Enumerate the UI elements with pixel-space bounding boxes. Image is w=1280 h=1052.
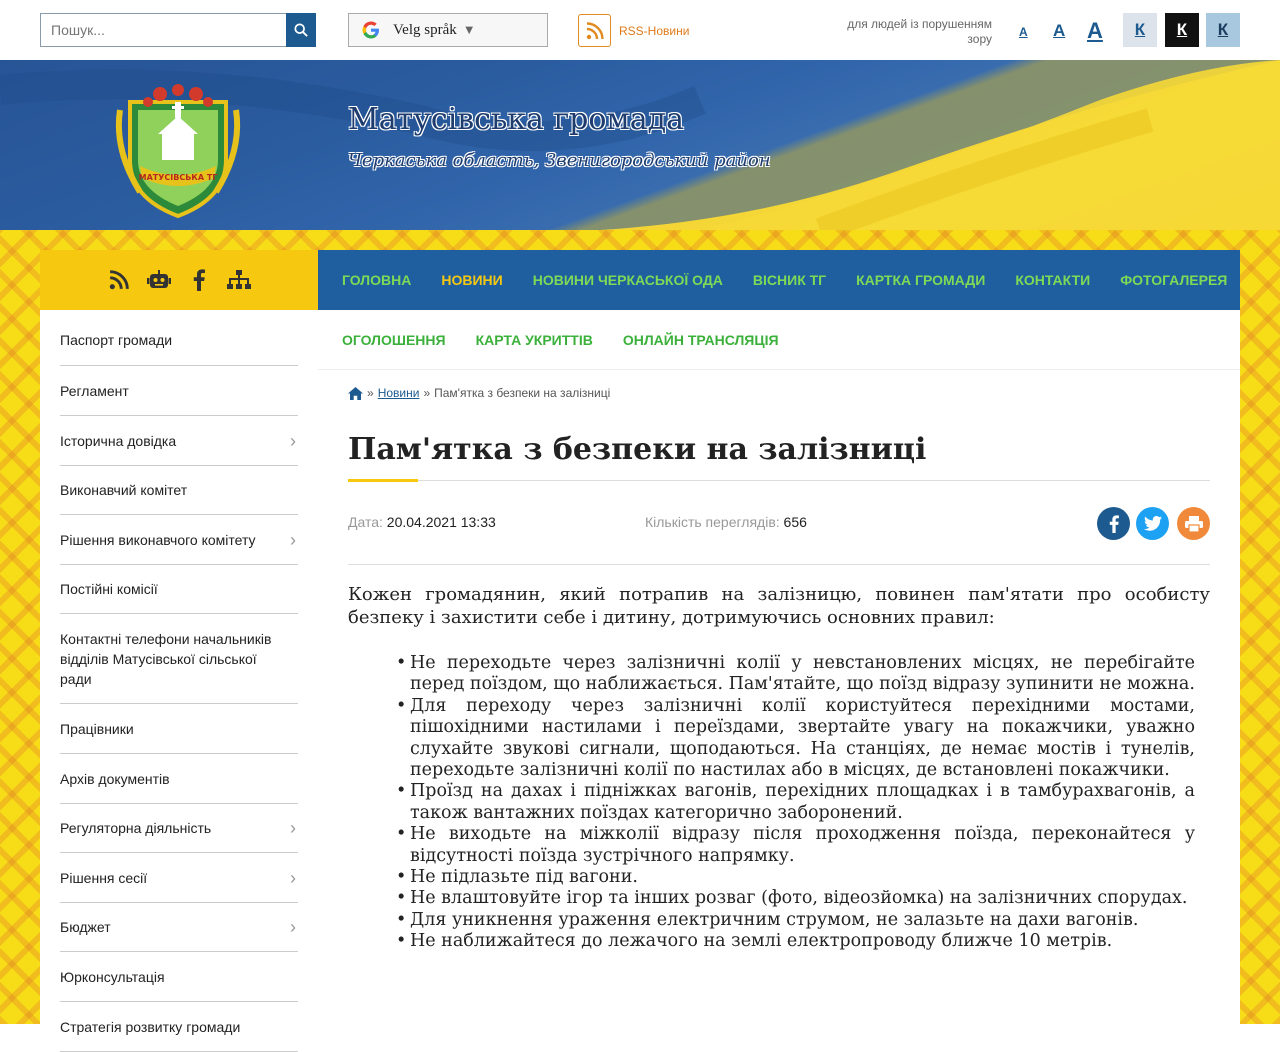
sidebar-item-label: Рішення сесії <box>60 869 148 886</box>
safety-rule-item: • Проїзд на дахах і підніжках вагонів, перехідних площадках і в тамбурахвагонів, а також вантажних поїздах категорично заборонений. <box>410 781 1195 824</box>
sidebar-item[interactable] <box>60 704 298 754</box>
top-bar <box>0 0 1280 60</box>
nav-item[interactable]: КАРТКА ГРОМАДИ <box>856 272 986 288</box>
twitter-icon <box>1144 516 1162 531</box>
contrast-normal-button[interactable]: К <box>1123 13 1157 47</box>
print-button[interactable] <box>1177 507 1210 540</box>
home-icon[interactable] <box>348 387 363 400</box>
share-facebook-button[interactable] <box>1097 507 1130 540</box>
nav-item[interactable]: КОНТАКТИ <box>1015 272 1091 288</box>
chevron-right-icon: › <box>290 818 296 838</box>
sidebar-item-label: Виконавчий комітет <box>60 482 188 498</box>
sidebar-item-label: Регуляторна діяльність <box>60 820 212 836</box>
safety-rule-item: • Для уникнення ураження електричним струмом, не залазьте на дахи вагонів. <box>410 910 1195 931</box>
dropdown-arrow-icon: ▼ <box>462 22 476 37</box>
views-label: Кількість переглядів: <box>645 514 780 530</box>
print-icon <box>1185 516 1203 532</box>
chevron-right-icon: › <box>290 430 296 451</box>
sidebar-item[interactable] <box>60 754 298 804</box>
sidebar-menu <box>40 310 318 1052</box>
safety-rule-item: • Не підлазьте під вагони. <box>410 867 1195 888</box>
sidebar-item[interactable] <box>60 310 298 366</box>
article-date <box>348 514 496 530</box>
rss-label: RSS-Новини <box>619 23 690 38</box>
main-content <box>318 250 1240 1024</box>
sidebar-item[interactable] <box>60 804 298 853</box>
safety-rule-item: • Для переходу через залізничні колії користуйтеся перехідними мостами, пішохідними настилами і переїздами, звертайте увагу на покажчики, уважно слухайте звукові сигнали, щоподаються. На станціях, де немає мостів і тунелів, переходьте залізничні колії по настилах або в місцях, де встановлені покажчики. <box>410 696 1195 782</box>
contrast-blue-button[interactable]: К <box>1206 13 1240 47</box>
sidebar-item-label: Паспорт громади <box>60 331 173 348</box>
facebook-icon <box>1109 515 1119 533</box>
safety-rule-item: • Не наближайтеся до лежачого на землі електропроводу ближче 10 метрів. <box>410 931 1195 952</box>
nav-item[interactable]: ФОТОГАЛЕРЕЯ <box>1120 272 1228 288</box>
sidebar-item-label: Стратегія розвитку громади <box>60 1018 241 1035</box>
search-input[interactable] <box>40 13 286 47</box>
language-label: Velg språk <box>393 21 457 38</box>
sitemap-icon[interactable] <box>228 269 250 291</box>
sidebar-item[interactable] <box>60 952 298 1002</box>
rss-icon[interactable] <box>108 269 130 291</box>
font-size-small-button[interactable]: A <box>1019 25 1028 39</box>
breadcrumb-current: Пам'ятка з безпеки на залізниці <box>434 386 611 400</box>
sidebar-item-label: Контактні телефони начальників відділів Матусівської сільської ради <box>60 630 272 687</box>
article-title: Пам'ятка з безпеки на залізниці <box>348 432 927 467</box>
views-value: 656 <box>783 514 807 530</box>
sidebar-item[interactable] <box>60 366 298 416</box>
sidebar-item[interactable] <box>60 515 298 565</box>
nav-item[interactable]: ВІСНИК ТГ <box>752 272 827 288</box>
google-icon <box>361 20 381 40</box>
sidebar-item-label: Історична довідка <box>60 432 177 449</box>
sidebar-item-label: Працівники <box>60 720 134 737</box>
search-icon <box>294 23 308 37</box>
rss-icon <box>578 14 611 47</box>
secondary-nav <box>318 310 1240 370</box>
accessibility-label: для людей із порушенням зору <box>847 17 992 46</box>
sidebar-item-label: Рішення виконавчого комітету <box>60 531 256 548</box>
sidebar-item-label: Архів документів <box>60 770 170 787</box>
chevron-right-icon: › <box>290 529 296 550</box>
crest-logo <box>110 80 246 220</box>
nav-item-secondary[interactable]: ОГОЛОШЕННЯ <box>342 331 446 348</box>
date-value: 20.04.2021 13:33 <box>386 514 496 530</box>
sidebar-item[interactable] <box>60 416 298 466</box>
sidebar-item-label: Регламент <box>60 382 129 399</box>
share-twitter-button[interactable] <box>1136 507 1169 540</box>
breadcrumb <box>348 386 610 400</box>
article-intro: Кожен громадянин, який потрапив на залізницю, повинен пам'ятати про особисту безпеку і захистити себе і дитину, дотримуючись основних правил: <box>348 584 1210 628</box>
sidebar <box>40 250 318 1035</box>
robot-icon[interactable] <box>148 269 170 291</box>
chevron-right-icon: › <box>290 917 296 937</box>
sidebar-item[interactable] <box>60 565 298 614</box>
sidebar-item[interactable] <box>60 903 298 952</box>
search-button[interactable] <box>286 13 316 47</box>
sidebar-item-label: Постійні комісії <box>60 581 158 597</box>
safety-rule-item: • Не влаштовуйте ігор та інших розваг (фото, відеозйомка) на залізничних спорудах. <box>410 888 1195 909</box>
safety-rules-list <box>410 653 1195 953</box>
search-form <box>40 13 316 47</box>
sidebar-item-label: Юрконсультація <box>60 968 165 985</box>
nav-item-secondary[interactable]: ОНЛАЙН ТРАНСЛЯЦІЯ <box>622 331 779 348</box>
date-label: Дата: <box>348 514 383 530</box>
sidebar-item[interactable] <box>60 614 298 704</box>
font-size-medium-button[interactable]: A <box>1053 21 1066 40</box>
sidebar-item[interactable] <box>60 853 298 903</box>
breadcrumb-separator: » <box>423 386 431 400</box>
breadcrumb-news-link[interactable]: Новини <box>377 386 420 400</box>
sidebar-social-bar <box>40 250 318 310</box>
safety-rule-item: • Не виходьте на міжколії відразу після проходження поїзда, переконайтеся у відсутності поїзда зустрічного напрямку. <box>410 824 1195 867</box>
primary-nav <box>318 250 1240 310</box>
nav-item[interactable]: НОВИНИ <box>441 272 503 288</box>
contrast-dark-button[interactable]: К <box>1165 13 1199 47</box>
safety-rule-item: • Не переходьте через залізничні колії у невстановлених місцях, не перебігайте перед поїздом, що наближається. Пам'ятайте, що поїзд відразу зупинити не можна. <box>410 653 1195 696</box>
site-subtitle: Черкаська область, Звенигородський район <box>348 150 771 171</box>
sidebar-item[interactable] <box>60 466 298 515</box>
sidebar-item-label: Бюджет <box>60 919 111 935</box>
language-selector[interactable] <box>348 13 548 47</box>
sidebar-item[interactable] <box>60 1002 298 1052</box>
crest-text: МАТУСІВСЬКА ТГ <box>138 173 218 182</box>
facebook-icon[interactable] <box>188 269 210 291</box>
chevron-right-icon: › <box>290 867 296 888</box>
nav-item[interactable]: НОВИНИ ЧЕРКАСЬКОЇ ОДА <box>532 272 723 288</box>
breadcrumb-separator: » <box>367 386 374 400</box>
title-accent-bar <box>348 479 418 482</box>
title-divider <box>348 480 1210 481</box>
meta-divider <box>348 564 1210 565</box>
rss-link[interactable] <box>578 14 689 47</box>
nav-item[interactable]: ГОЛОВНА <box>342 272 412 288</box>
site-title[interactable]: Матусівська громада <box>348 102 685 137</box>
nav-item-secondary[interactable]: КАРТА УКРИТТІВ <box>475 331 593 348</box>
font-size-large-button[interactable]: A <box>1087 18 1103 43</box>
article-views <box>645 514 807 530</box>
site-banner <box>0 60 1280 230</box>
